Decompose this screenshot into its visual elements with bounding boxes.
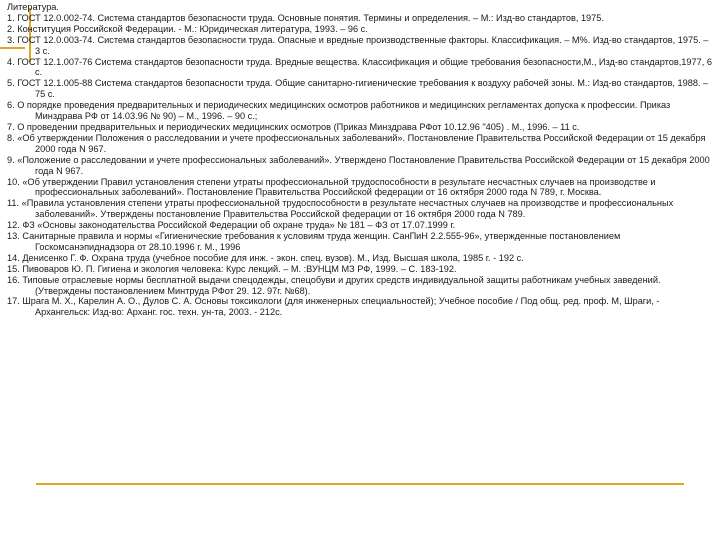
reference-item: 3. ГОСТ 12.0.003-74. Система стандартов безопасности труда. Опасные и вредные производственные факторы. Классификация. – М%. Изд-во стандартов, 1975. – 3 с.	[7, 34, 709, 56]
references-heading: Литература.	[7, 2, 59, 12]
reference-item: 4. ГОСТ 12.1.007-76 Система стандартов безопасности труда. Вредные вещества. Классификация и общие требования безопасности,М., Изд-во стандартов,1977, 6 с.	[7, 56, 712, 78]
accent-horizontal-line-bottom	[36, 483, 684, 485]
reference-item: 2. Конституция Российской Федерации. - М.: Юридическая литература, 1993. – 96 с.	[7, 23, 368, 34]
reference-item: 7. О проведении предварительных и периодических медицинских осмотров (Приказ Минздрава РФот 10.12.96 "405) . М., 1996. – 11 с.	[7, 121, 580, 132]
reference-item: 10. «Об утверждении Правил установления степени утраты профессиональной трудоспособности в результате несчастных случаев на производстве и профессиональных заболеваний». Постановление Правительства Российской федерации от 16 октября 2000 года N 789, г. Москва.	[7, 176, 656, 198]
reference-item: 1. ГОСТ 12.0.002-74. Система стандартов безопасности труда. Основные понятия. Термины и определения. – М.: Изд-во стандартов, 1975.	[7, 12, 604, 23]
reference-item: 15. Пивоваров Ю. П. Гигиена и экология человека: Курс лекций. – М. :ВУНЦМ МЗ РФ, 1999. – С. 183-192.	[7, 263, 457, 274]
reference-item: 12. ФЗ «Основы законодательства Российской Федерации об охране труда» № 181 – ФЗ от 17.07.1999 г.	[7, 220, 456, 231]
reference-item: 6. О порядке проведения предварительных и периодических медицинских осмотров работников и медицинских регламентах допуска к профессии. Приказ Минздрава РФ от 14.03.96 № 90) – М., 1996. – 90 с.;	[7, 100, 671, 122]
references-content	[7, 2, 713, 318]
reference-item: 9. «Положение о расследовании и учете профессиональных заболеваний». Утверждено Постановление Правительства Российской Федерации от 15 декабря 2000 года N 967.	[7, 154, 710, 176]
reference-item: 14. Денисенко Г. Ф. Охрана труда (учебное пособие для инж. - экон. спец. вузов). М., Изд. Высшая школа, 1985 г. - 192 с.	[7, 252, 524, 263]
reference-item: 13. Санитарные правила и нормы «Гигиенические требования к условиям труда женщин. СанПиН 2.2.555-96», утвержденные постановлением Госкомсанэпиднадзора от 28.10.1996 г. М., 1996	[7, 231, 621, 252]
reference-item: 5. ГОСТ 12.1.005-88 Система стандартов безопасности труда. Общие санитарно-гигиенические требования к воздуху рабочей зоны. М.: Изд-во стандартов, 1988. – 75 с.	[7, 78, 709, 100]
reference-item: 17. Шрага М. Х., Карелин А. О., Дулов С. А. Основы токсикологи (для инженерных специальностей); Учебное пособие / Под общ. ред. проф. М, Шраги, - Архангельск: Изд-во: Арханг. гос. техн. ун-та, 2003. - 212с.	[7, 296, 660, 318]
reference-item: 11. «Правила установления степени утраты профессиональной трудоспособности в результате несчастных случаев на производстве и профессиональных заболеваний». Утверждены постановление Правительства Российской федерации от 16 октября 2000 года N 789.	[7, 198, 674, 220]
references-list	[7, 13, 713, 318]
reference-item: 16. Типовые отраслевые нормы бесплатной выдачи спецодежды, спецобуви и других средств индивидуальной защиты работникам учебных заведений. (Утверждены постановлением Минтруда РФот 29. 12. 97г. №68).	[7, 274, 661, 296]
reference-item: 8. «Об утверждении Положения о расследовании и учете профессиональных заболеваний». Постановление Правительства Российской Федерации от 15 декабря 2000 года N 967.	[7, 132, 706, 154]
